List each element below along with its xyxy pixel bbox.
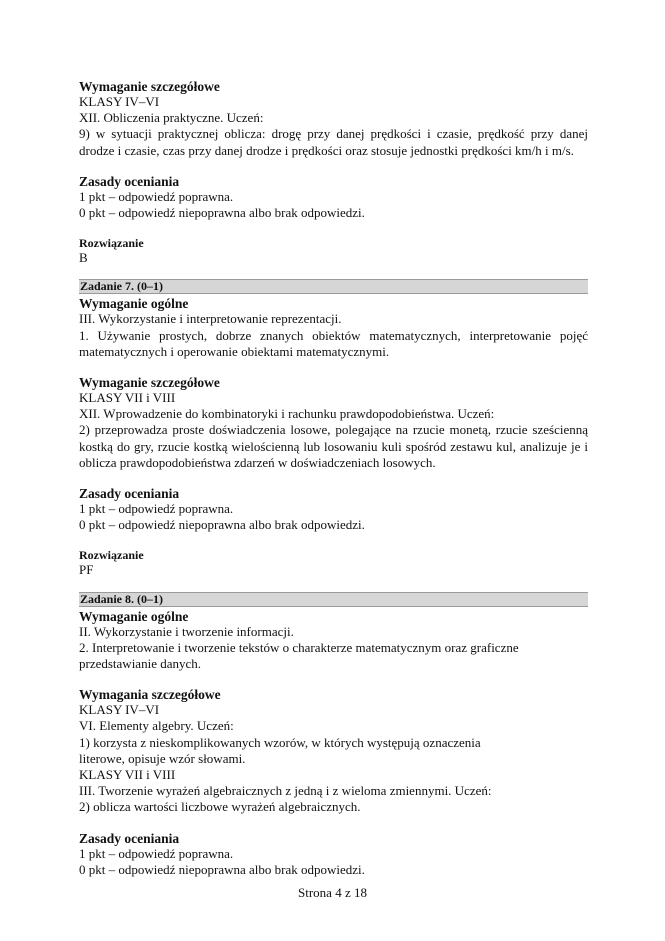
- requirement-detailed-line: 2) przeprowadza proste doświadczenia losowe, polegające na rzucie monetą, rzucie sześcienną kostką do gry, rzucie kostką wielościenną lub losowaniu kuli spośród zestawu kul, analizuje je i oblicza prawdopodobieństwa zdarzeń w doświadczeniach losowych.: [79, 422, 588, 470]
- requirement-detailed-line: KLASY IV–VI: [79, 702, 160, 718]
- grading-rule: 0 pkt – odpowiedź niepoprawna albo brak odpowiedzi.: [79, 861, 365, 877]
- requirement-detailed-line: XII. Obliczenia praktyczne. Uczeń:: [79, 110, 264, 126]
- grading-rule: 0 pkt – odpowiedź niepoprawna albo brak odpowiedzi.: [79, 205, 365, 221]
- requirement-detailed-line: KLASY VII i VIII: [79, 390, 176, 406]
- grading-rule: 0 pkt – odpowiedź niepoprawna albo brak odpowiedzi.: [79, 517, 365, 533]
- requirement-detailed-line: 2) oblicza wartości liczbowe wyrażeń algebraicznych.: [79, 799, 361, 815]
- requirement-detailed-heading: Wymaganie szczegółowe: [79, 375, 220, 391]
- grading-rule: 1 pkt – odpowiedź poprawna.: [79, 188, 234, 204]
- requirement-general-line: III. Wykorzystanie i interpretowanie reprezentacji.: [79, 311, 342, 327]
- page-number-footer: Strona 4 z 18: [298, 885, 367, 900]
- grading-rule: 1 pkt – odpowiedź poprawna.: [79, 501, 234, 517]
- requirement-detailed-line: VI. Elementy algebry. Uczeń:: [79, 718, 234, 734]
- solution-heading: Rozwiązanie: [79, 548, 144, 563]
- requirement-detailed-line: KLASY IV–VI: [79, 94, 160, 109]
- requirement-general-heading: Wymaganie ogólne: [79, 296, 189, 312]
- solution-heading: Rozwiązanie: [79, 236, 144, 251]
- page-content: [79, 79, 588, 878]
- requirement-detailed-line: 1) korzysta z nieskomplikowanych wzorów, w których występują oznaczenia: [79, 734, 481, 750]
- requirement-general-line: II. Wykorzystanie i tworzenie informacji.: [79, 623, 294, 639]
- requirement-general-line: 1. Używanie prostych, dobrze znanych obiektów matematycznych, interpretowanie pojęć matematycznych i operowanie obiektami matematycznymi.: [79, 327, 588, 359]
- task-8-title-bar: Zadanie 8. (0–1): [79, 592, 588, 607]
- grading-rules-heading: Zasady oceniania: [79, 486, 180, 502]
- requirement-general-line: 2. Interpretowanie i tworzenie tekstów o charakterze matematycznym oraz graficzne przedstawianie danych.: [79, 639, 519, 672]
- task-7-title-bar: Zadanie 7. (0–1): [79, 279, 588, 294]
- grading-rule: 1 pkt – odpowiedź poprawna.: [79, 845, 234, 861]
- grading-rules-heading: Zasady oceniania: [79, 830, 180, 846]
- solution-value: PF: [79, 562, 94, 578]
- solution-value: B: [79, 250, 88, 266]
- requirement-detailed-heading: Wymaganie szczegółowe: [79, 79, 220, 94]
- requirement-detailed-line: XII. Wprowadzenie do kombinatoryki i rachunku prawdopodobieństwa. Uczeń:: [79, 406, 495, 422]
- requirement-general-heading: Wymaganie ogólne: [79, 608, 189, 624]
- requirement-detailed-line: literowe, opisuje wzór słowami.: [79, 750, 246, 766]
- requirement-detailed-line: 9) w sytuacji praktycznej oblicza: drogę przy danej prędkości i czasie, prędkość przy danej drodze i czasie, czas przy danej drodze i prędkości oraz stosuje jednostki prędkości km/h i m/s.: [79, 126, 588, 158]
- requirement-detailed-line: III. Tworzenie wyrażeń algebraicznych z jedną i z wieloma zmiennymi. Uczeń:: [79, 783, 492, 799]
- requirement-detailed-line: KLASY VII i VIII: [79, 767, 176, 783]
- grading-rules-heading: Zasady oceniania: [79, 173, 180, 189]
- requirement-detailed-heading: Wymagania szczegółowe: [79, 687, 221, 703]
